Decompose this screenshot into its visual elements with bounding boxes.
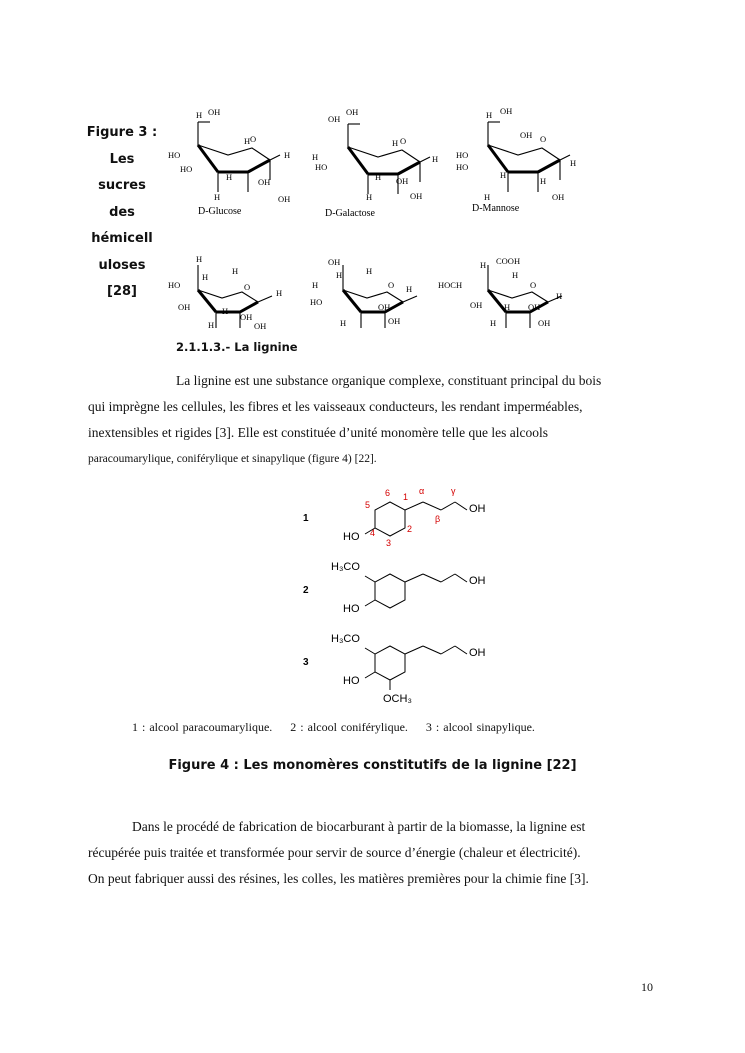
svg-text:HO: HO [456, 162, 469, 172]
svg-text:OCH₃: OCH₃ [383, 693, 412, 705]
paragraph-line: qui imprègne les cellules, les fibres et les vaisseaux conducteurs, les rendant imperméables, [88, 399, 583, 414]
paragraph-line: Dans le procédé de fabrication de biocarburant à partir de la biomasse, la lignine est [132, 819, 586, 834]
svg-text:3: 3 [386, 538, 392, 548]
svg-text:H: H [340, 318, 347, 328]
svg-text:OH: OH [240, 312, 253, 322]
caption-line: Figure 3 : [86, 125, 158, 140]
paragraph-line: La lignine est une substance organique complexe, constituant principal du bois [176, 373, 602, 388]
svg-text:H: H [486, 110, 493, 120]
svg-text:H: H [312, 280, 319, 290]
paragraph-line: paracoumarylique, coniférylique et sinapylique (figure 4) [22]. [88, 453, 377, 465]
svg-text:HO: HO [310, 297, 323, 307]
svg-text:OH: OH [469, 647, 486, 659]
svg-text:OH: OH [552, 192, 565, 202]
svg-text:OH: OH [328, 114, 341, 124]
monomers-legend [132, 720, 549, 735]
svg-text:OH: OH [538, 318, 551, 328]
svg-text:H: H [366, 192, 373, 202]
svg-text:H: H [284, 150, 291, 160]
svg-text:OH: OH [470, 300, 483, 310]
figure3-caption [86, 120, 158, 306]
svg-text:H: H [336, 270, 343, 280]
paragraph-line: inextensibles et rigides [3]. Elle est constituée d’unité monomère telle que les alcools [88, 425, 548, 440]
svg-text:H: H [392, 138, 399, 148]
caption-line: uloses [98, 257, 146, 273]
svg-text:H: H [276, 288, 283, 298]
svg-text:H₃CO: H₃CO [331, 633, 360, 645]
svg-text:HO: HO [315, 162, 328, 172]
svg-text:OH: OH [410, 191, 423, 201]
svg-text:HO: HO [343, 675, 360, 687]
svg-text:OH: OH [278, 194, 291, 204]
svg-text:β: β [435, 514, 441, 524]
figure4-caption: Figure 4 : Les monomères constitutifs de la lignine [22] [168, 758, 577, 773]
svg-text:H: H [432, 154, 439, 164]
sugar-name-mannose: D-Mannose [472, 203, 520, 214]
svg-text:HO: HO [343, 531, 360, 543]
svg-text:OH: OH [388, 316, 401, 326]
svg-text:HO: HO [168, 280, 181, 290]
svg-text:OH: OH [254, 321, 267, 331]
svg-text:O: O [540, 134, 547, 144]
svg-text:H: H [556, 291, 563, 301]
hemicellulose-sugars-figure [160, 100, 590, 335]
lignin-monomers-figure [295, 480, 535, 710]
svg-text:OH: OH [469, 503, 486, 515]
svg-text:OH: OH [208, 107, 221, 117]
svg-text:H: H [214, 192, 221, 202]
svg-text:H: H [490, 318, 497, 328]
paragraph-line: récupérée puis traitée et transformée pour servir de source d’énergie (chaleur et électricité). [88, 845, 581, 860]
svg-text:OH: OH [520, 130, 533, 140]
svg-text:H: H [480, 260, 487, 270]
paragraph-line: On peut fabriquer aussi des résines, les colles, les matières premières pour la chimie fine [3]. [88, 871, 589, 886]
section-heading: 2.1.1.3.- La lignine [176, 340, 298, 354]
svg-text:H: H [366, 266, 373, 276]
svg-text:H: H [504, 302, 511, 312]
legend-item: 2 : alcool coniférylique. [290, 720, 408, 734]
svg-text:HOCH: HOCH [438, 280, 463, 290]
svg-text:2: 2 [407, 524, 413, 534]
svg-text:H: H [540, 176, 547, 186]
svg-text:H: H [500, 170, 507, 180]
svg-text:H₃CO: H₃CO [331, 561, 360, 573]
caption-line: [28] [107, 284, 137, 299]
svg-text:OH: OH [469, 575, 486, 587]
svg-text:H: H [202, 272, 209, 282]
svg-text:H: H [244, 136, 251, 146]
svg-text:HO: HO [180, 164, 193, 174]
svg-text:O: O [400, 136, 407, 146]
caption-line: sucres [98, 178, 146, 193]
svg-text:H: H [232, 266, 239, 276]
svg-text:OH: OH [500, 106, 513, 116]
svg-text:OH: OH [178, 302, 191, 312]
svg-text:H: H [222, 306, 229, 316]
legend-item: 3 : alcool sinapylique. [425, 720, 535, 734]
svg-text:H: H [226, 172, 233, 182]
svg-text:OH: OH [378, 302, 391, 312]
svg-text:γ: γ [451, 486, 456, 496]
svg-text:HO: HO [343, 603, 360, 615]
legend-item: 1 : alcool paracoumarylique. [132, 720, 273, 734]
caption-line: des [109, 204, 135, 220]
svg-text:O: O [388, 280, 395, 290]
paragraph-lignin [88, 368, 656, 472]
svg-text:H: H [196, 254, 203, 264]
svg-text:1: 1 [403, 492, 409, 502]
sugar-name-glucose: D-Glucose [198, 206, 242, 217]
svg-text:4: 4 [370, 528, 376, 538]
svg-text:5: 5 [365, 500, 371, 510]
svg-text:H: H [208, 320, 215, 330]
monomer-number: 2 [303, 585, 309, 596]
paragraph-biofuel [88, 814, 656, 892]
svg-text:O: O [530, 280, 537, 290]
caption-line: Les [109, 151, 135, 167]
svg-text:OH: OH [528, 302, 541, 312]
sugar-name-galactose: D-Galactose [325, 208, 375, 219]
svg-text:OH: OH [328, 257, 341, 267]
svg-text:OH: OH [396, 176, 409, 186]
svg-text:H: H [570, 158, 577, 168]
monomer-number: 3 [303, 657, 309, 668]
svg-text:H: H [375, 172, 382, 182]
svg-text:O: O [244, 282, 251, 292]
svg-text:HO: HO [168, 150, 181, 160]
svg-text:HO: HO [456, 150, 469, 160]
caption-line: hémicell [91, 231, 153, 246]
svg-text:H: H [512, 270, 519, 280]
monomer-number: 1 [303, 513, 309, 524]
svg-text:O: O [250, 134, 257, 144]
page-number: 10 [641, 980, 653, 994]
svg-text:H: H [406, 284, 413, 294]
svg-text:6: 6 [385, 488, 391, 498]
svg-text:α: α [419, 486, 425, 496]
svg-text:COOH: COOH [496, 256, 521, 266]
svg-text:H: H [312, 152, 319, 162]
svg-text:OH: OH [258, 177, 271, 187]
svg-text:OH: OH [346, 107, 359, 117]
svg-text:H: H [484, 192, 491, 202]
svg-text:H: H [196, 110, 203, 120]
